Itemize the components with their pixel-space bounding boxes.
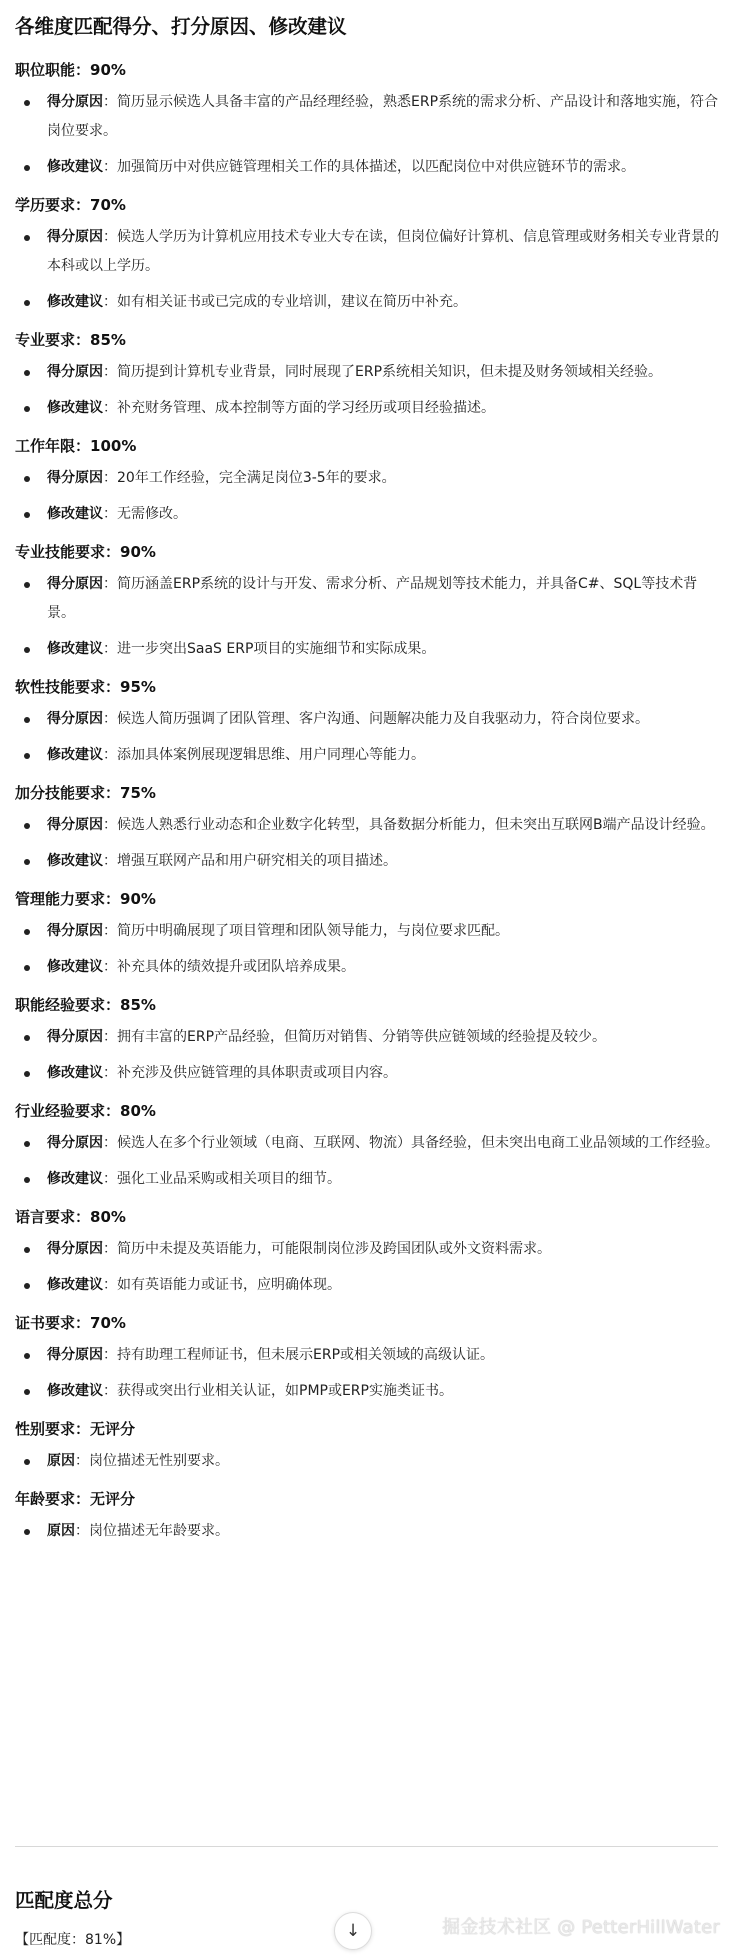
section-score: 90% [90, 61, 126, 79]
list-item [15, 223, 720, 281]
list-item [15, 1377, 720, 1406]
list-item [15, 288, 720, 317]
section-dimension: 软性技能要求： [15, 678, 121, 696]
total-score-title: 匹配度总分 [15, 1889, 113, 1912]
section-dimension: 学历要求： [15, 196, 91, 214]
list-item [15, 705, 720, 734]
score-section [15, 1413, 720, 1476]
score-section [15, 883, 720, 982]
item-text: ：20年工作经验，完全满足岗位3-5年的要求。 [103, 470, 396, 486]
section-score: 95% [120, 678, 156, 696]
bullet-list [15, 1235, 720, 1300]
section-dimension: 管理能力要求： [15, 890, 121, 908]
score-section [15, 54, 720, 182]
score-section [15, 1095, 720, 1194]
section-heading [15, 1307, 720, 1341]
section-dimension: 职能经验要求： [15, 996, 121, 1014]
list-item [15, 635, 720, 664]
section-heading [15, 1483, 720, 1517]
list-item [15, 847, 720, 876]
item-text: ：补充涉及供应链管理的具体职责或项目内容。 [103, 1065, 397, 1081]
section-dimension: 性别要求： [15, 1420, 91, 1438]
list-item [15, 1129, 720, 1158]
item-text: ：候选人学历为计算机应用技术专业大专在读，但岗位偏好计算机、信息管理或财务相关专业背景的本科或以上学历。 [47, 229, 719, 274]
item-label: 修改建议 [47, 400, 103, 416]
bullet-list [15, 1023, 720, 1088]
section-dimension: 行业经验要求： [15, 1102, 121, 1120]
item-text: ：简历中明确展现了项目管理和团队领导能力，与岗位要求匹配。 [103, 923, 509, 939]
item-label: 得分原因 [47, 94, 103, 110]
item-text: ：加强简历中对供应链管理相关工作的具体描述，以匹配岗位中对供应链环节的需求。 [103, 159, 635, 175]
list-item [15, 811, 720, 840]
list-item [15, 1059, 720, 1088]
section-heading [15, 883, 720, 917]
section-score: 100% [90, 437, 137, 455]
bullet-list [15, 223, 720, 317]
score-section [15, 777, 720, 876]
item-label: 得分原因 [47, 470, 103, 486]
item-text: ：补充财务管理、成本控制等方面的学习经历或项目经验描述。 [103, 400, 495, 416]
section-score: 80% [90, 1208, 126, 1226]
item-text: ：拥有丰富的ERP产品经验，但简历对销售、分销等供应链领域的经验提及较少。 [103, 1029, 607, 1045]
list-item [15, 1165, 720, 1194]
horizontal-divider [15, 1846, 718, 1847]
item-text: ：简历提到计算机专业背景，同时展现了ERP系统相关知识，但未提及财务领域相关经验。 [103, 364, 663, 380]
item-text: ：无需修改。 [103, 506, 187, 522]
section-score: 85% [120, 996, 156, 1014]
section-dimension: 加分技能要求： [15, 784, 121, 802]
item-text: ：候选人在多个行业领域（电商、互联网、物流）具备经验，但未突出电商工业品领域的工作经验。 [103, 1135, 719, 1151]
item-label: 修改建议 [47, 294, 103, 310]
section-score: 90% [120, 890, 156, 908]
item-label: 得分原因 [47, 817, 103, 833]
section-heading [15, 189, 720, 223]
score-section [15, 1483, 720, 1546]
list-item [15, 953, 720, 982]
section-score: 85% [90, 331, 126, 349]
item-text: ：补充具体的绩效提升或团队培养成果。 [103, 959, 355, 975]
item-label: 得分原因 [47, 229, 103, 245]
bullet-list [15, 1447, 720, 1476]
item-text: ：简历显示候选人具备丰富的产品经理经验，熟悉ERP系统的需求分析、产品设计和落地实施，符合岗位要求。 [47, 94, 719, 139]
section-heading [15, 989, 720, 1023]
item-label: 原因 [47, 1453, 75, 1469]
item-label: 修改建议 [47, 1277, 103, 1293]
item-text: ：简历中未提及英语能力，可能限制岗位涉及跨国团队或外文资料需求。 [103, 1241, 551, 1257]
list-item [15, 1235, 720, 1264]
item-label: 得分原因 [47, 923, 103, 939]
section-dimension: 专业要求： [15, 331, 91, 349]
item-text: ：简历涵盖ERP系统的设计与开发、需求分析、产品规划等技术能力，并具备C#、SQL等技术背景。 [47, 576, 698, 621]
section-heading [15, 777, 720, 811]
bullet-list [15, 1517, 720, 1546]
item-text: ：获得或突出行业相关认证，如PMP或ERP实施类证书。 [103, 1383, 453, 1399]
section-score: 75% [120, 784, 156, 802]
section-heading [15, 1201, 720, 1235]
section-heading [15, 324, 720, 358]
section-score: 90% [120, 543, 156, 561]
bullet-list [15, 811, 720, 876]
score-section [15, 536, 720, 664]
watermark: 掘金技术社区 @ PetterHillWater [442, 1917, 720, 1938]
list-item [15, 570, 720, 628]
section-score: 无评分 [90, 1490, 136, 1508]
arrow-down-icon: ↓ [345, 1921, 361, 1941]
item-text: ：增强互联网产品和用户研究相关的项目描述。 [103, 853, 397, 869]
section-heading [15, 430, 720, 464]
item-label: 修改建议 [47, 506, 103, 522]
item-text: ：强化工业品采购或相关项目的细节。 [103, 1171, 341, 1187]
section-dimension: 职位职能： [15, 61, 91, 79]
section-heading [15, 1095, 720, 1129]
list-item [15, 88, 720, 146]
item-label: 修改建议 [47, 959, 103, 975]
list-item [15, 741, 720, 770]
item-text: ：岗位描述无性别要求。 [75, 1453, 229, 1469]
item-text: ：候选人简历强调了团队管理、客户沟通、问题解决能力及自我驱动力，符合岗位要求。 [103, 711, 649, 727]
item-label: 修改建议 [47, 1171, 103, 1187]
item-label: 修改建议 [47, 159, 103, 175]
item-label: 修改建议 [47, 641, 103, 657]
section-dimension: 专业技能要求： [15, 543, 121, 561]
section-score: 无评分 [90, 1420, 136, 1438]
section-score: 80% [120, 1102, 156, 1120]
list-item [15, 1447, 720, 1476]
score-section [15, 1201, 720, 1300]
item-text: ：持有助理工程师证书，但未展示ERP或相关领域的高级认证。 [103, 1347, 495, 1363]
item-label: 修改建议 [47, 1383, 103, 1399]
list-item [15, 358, 720, 387]
score-section [15, 1307, 720, 1406]
item-label: 得分原因 [47, 1241, 103, 1257]
list-item [15, 394, 720, 423]
section-heading [15, 536, 720, 570]
score-section [15, 430, 720, 529]
list-item [15, 1517, 720, 1546]
section-score: 70% [90, 196, 126, 214]
section-dimension: 证书要求： [15, 1314, 91, 1332]
item-label: 原因 [47, 1523, 75, 1539]
sections-container [15, 54, 720, 1546]
bullet-list [15, 1129, 720, 1194]
section-heading [15, 54, 720, 88]
document-title: 各维度匹配得分、打分原因、修改建议 [15, 15, 347, 38]
list-item [15, 917, 720, 946]
item-label: 得分原因 [47, 1135, 103, 1151]
item-text: ：如有相关证书或已完成的专业培训，建议在简历中补充。 [103, 294, 467, 310]
bullet-list [15, 1341, 720, 1406]
bullet-list [15, 358, 720, 423]
list-item [15, 1023, 720, 1052]
total-score-value: 【匹配度：81%】 [15, 1932, 131, 1948]
item-label: 修改建议 [47, 853, 103, 869]
item-label: 修改建议 [47, 1065, 103, 1081]
bullet-list [15, 464, 720, 529]
item-text: ：岗位描述无年龄要求。 [75, 1523, 229, 1539]
bullet-list [15, 917, 720, 982]
item-label: 得分原因 [47, 1029, 103, 1045]
list-item [15, 1271, 720, 1300]
section-dimension: 年龄要求： [15, 1490, 91, 1508]
scroll-to-bottom-button[interactable] [334, 1912, 372, 1950]
item-label: 得分原因 [47, 1347, 103, 1363]
bullet-list [15, 705, 720, 770]
item-label: 得分原因 [47, 711, 103, 727]
list-item [15, 464, 720, 493]
section-heading [15, 1413, 720, 1447]
item-text: ：候选人熟悉行业动态和企业数字化转型，具备数据分析能力，但未突出互联网B端产品设计经验。 [103, 817, 715, 833]
item-text: ：进一步突出SaaS ERP项目的实施细节和实际成果。 [103, 641, 436, 657]
section-dimension: 语言要求： [15, 1208, 91, 1226]
item-text: ：添加具体案例展现逻辑思维、用户同理心等能力。 [103, 747, 425, 763]
item-text: ：如有英语能力或证书，应明确体现。 [103, 1277, 341, 1293]
score-section [15, 989, 720, 1088]
document-body [15, 0, 720, 1553]
section-score: 70% [90, 1314, 126, 1332]
bullet-list [15, 88, 720, 182]
score-section [15, 324, 720, 423]
item-label: 得分原因 [47, 364, 103, 380]
item-label: 得分原因 [47, 576, 103, 592]
list-item [15, 500, 720, 529]
list-item [15, 153, 720, 182]
section-heading [15, 671, 720, 705]
score-section [15, 671, 720, 770]
section-dimension: 工作年限： [15, 437, 91, 455]
bullet-list [15, 570, 720, 664]
score-section [15, 189, 720, 317]
item-label: 修改建议 [47, 747, 103, 763]
list-item [15, 1341, 720, 1370]
